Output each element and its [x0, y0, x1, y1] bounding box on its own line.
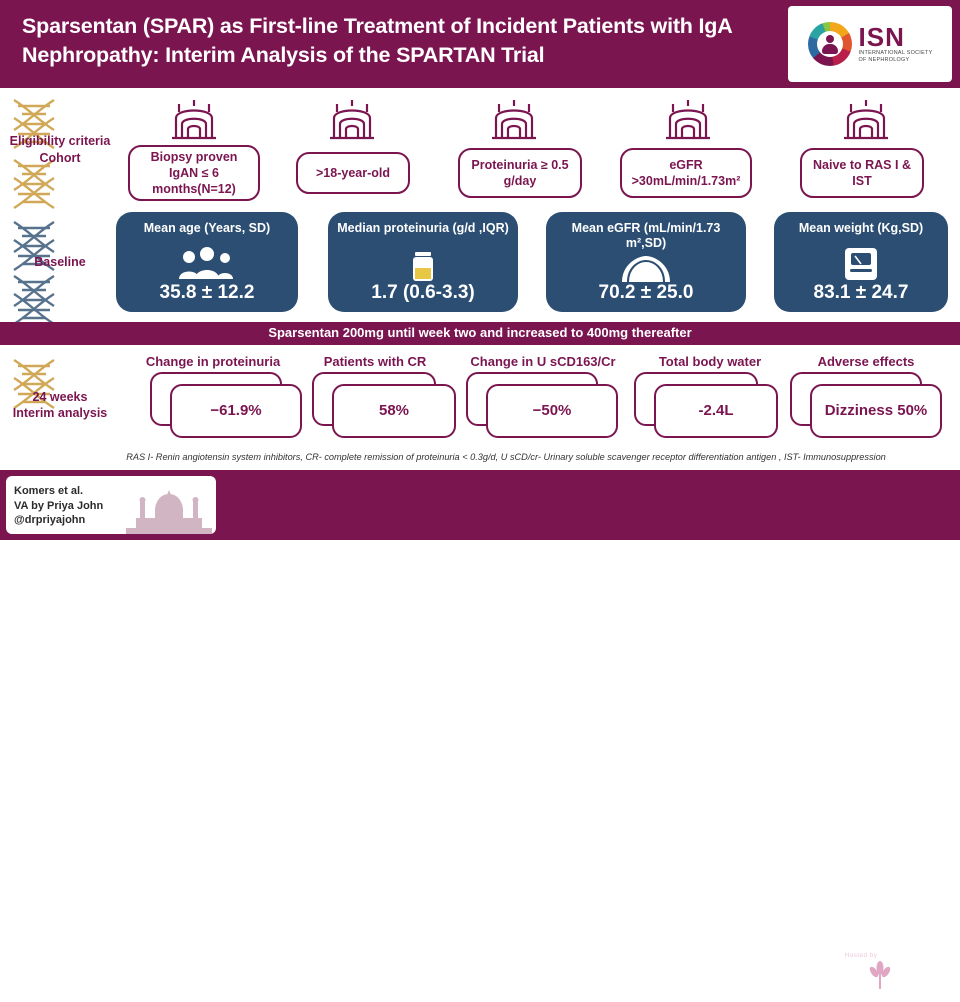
rail-label-interim-analysis: Interim analysis [12, 406, 108, 420]
result-card-proteinuria [150, 372, 320, 438]
result-heading-adverse: Adverse effects [817, 354, 915, 369]
kidney-icon [618, 256, 674, 282]
result-heading-scd163: Change in U sCD163/Cr [470, 354, 616, 369]
temple-icon [486, 98, 542, 142]
result-card-cr [312, 372, 472, 438]
criteria-pill-age: >18-year-old [296, 152, 410, 194]
dose-bar [0, 322, 960, 345]
dose-bar-text: Sparsentan 200mg until week two and increased to 400mg thereafter [268, 325, 692, 340]
wcn-logo [772, 948, 950, 1002]
author-handle[interactable]: @drpriyajohn [14, 514, 86, 526]
people-icon [176, 246, 238, 280]
baseline-card-egfr-value: 70.2 ± 25.0 [598, 282, 694, 303]
criteria-pill-proteinuria: Proteinuria ≥ 0.5 g/day [458, 148, 582, 198]
urine-jar-icon [403, 252, 443, 282]
page-title: Sparsentan (SPAR) as First-line Treatment of Incident Patients with IgA Nephropathy: Interim Analysis of the SPARTAN Trial [22, 14, 732, 67]
baseline-card-age-value: 35.8 ± 12.2 [159, 282, 255, 303]
wcn-host-label: Hosted by [844, 952, 878, 959]
conclusion-body: The interim findings of the SPARTAN trial show that SPAR as first-line treatment was generally well tolerated and reduced proteinuria ≈70% over 24 week in newly diagnosed IgAN patients. [232, 952, 702, 996]
result-heading-proteinuria: Change in proteinuria [145, 354, 281, 369]
result-card-adverse [790, 372, 958, 438]
result-value-proteinuria: −61.9% [210, 402, 262, 419]
baseline-card-age [118, 214, 296, 310]
isn-acronym: ISN [858, 22, 905, 52]
baseline-card-age-title: Mean age (Years, SD) [143, 221, 271, 235]
author-name: Komers et al. [14, 485, 84, 497]
isn-globe-icon [808, 22, 852, 66]
baseline-card-egfr-title: Mean eGFR (mL/min/1.73 m²,SD) [571, 221, 721, 250]
rail-label-eligibility: Eligibility criteria [9, 134, 111, 148]
result-value-scd163: −50% [532, 402, 572, 419]
rail-label-cohort: Cohort [39, 151, 81, 165]
author-card [6, 476, 216, 534]
flower-icon [869, 960, 891, 990]
baseline-card-weight-title: Mean weight (Kg,SD) [798, 221, 924, 235]
temple-icon [166, 98, 222, 142]
baseline-card-egfr [548, 214, 744, 310]
rail-label-interim-weeks: 24 weeks [32, 390, 88, 404]
isn-name-line2: OF NEPHROLOGY [858, 57, 910, 63]
result-value-tbw: -2.4L [698, 402, 734, 419]
temple-icon [324, 98, 380, 142]
baseline-card-proteinuria [330, 214, 516, 310]
result-heading-tbw: Total body water [658, 354, 762, 369]
criteria-pill-naive: Naive to RAS I & IST [800, 148, 924, 198]
rail-label-baseline: Baseline [34, 255, 86, 269]
isn-logo [788, 6, 952, 82]
baseline-card-proteinuria-title: Median proteinuria (g/d ,IQR) [337, 221, 509, 235]
author-block [14, 484, 103, 528]
header-banner [0, 0, 960, 88]
result-card-tbw [634, 372, 794, 438]
baseline-card-weight-value: 83.1 ± 24.7 [813, 282, 909, 303]
footnote-abbreviations: RAS I- Renin angiotensin system inhibitors, CR- complete remission of proteinuria < 0.3g/d, U sCD/cr- Urinary soluble scavenger receptor differentiation antigen , IST- Immunosuppression [126, 452, 886, 462]
criteria-pill-biopsy: Biopsy proven IgAN ≤ 6 months(N=12) [128, 145, 260, 201]
criteria-pill-egfr: eGFR >30mL/min/1.73m² [620, 148, 752, 198]
result-value-cr: 58% [378, 402, 410, 419]
baseline-card-weight [776, 214, 946, 310]
conclusion-text [232, 950, 702, 998]
result-value-adverse: Dizziness 50% [824, 402, 928, 419]
taj-mahal-icon [126, 490, 212, 534]
baseline-card-proteinuria-value: 1.7 (0.6-3.3) [371, 282, 475, 303]
isn-name-line1: INTERNATIONAL SOCIETY [858, 50, 933, 56]
temple-icon [838, 98, 894, 142]
scale-icon [841, 246, 881, 282]
wcn-wordmark: WCN [797, 962, 869, 997]
conclusion-label: Conclusions: [232, 952, 303, 964]
wcn-year: 25 [892, 962, 925, 997]
result-card-scd163 [466, 372, 636, 438]
result-heading-cr: Patients with CR [323, 354, 427, 369]
temple-icon [660, 98, 716, 142]
author-va-credit: VA by Priya John [14, 499, 104, 512]
